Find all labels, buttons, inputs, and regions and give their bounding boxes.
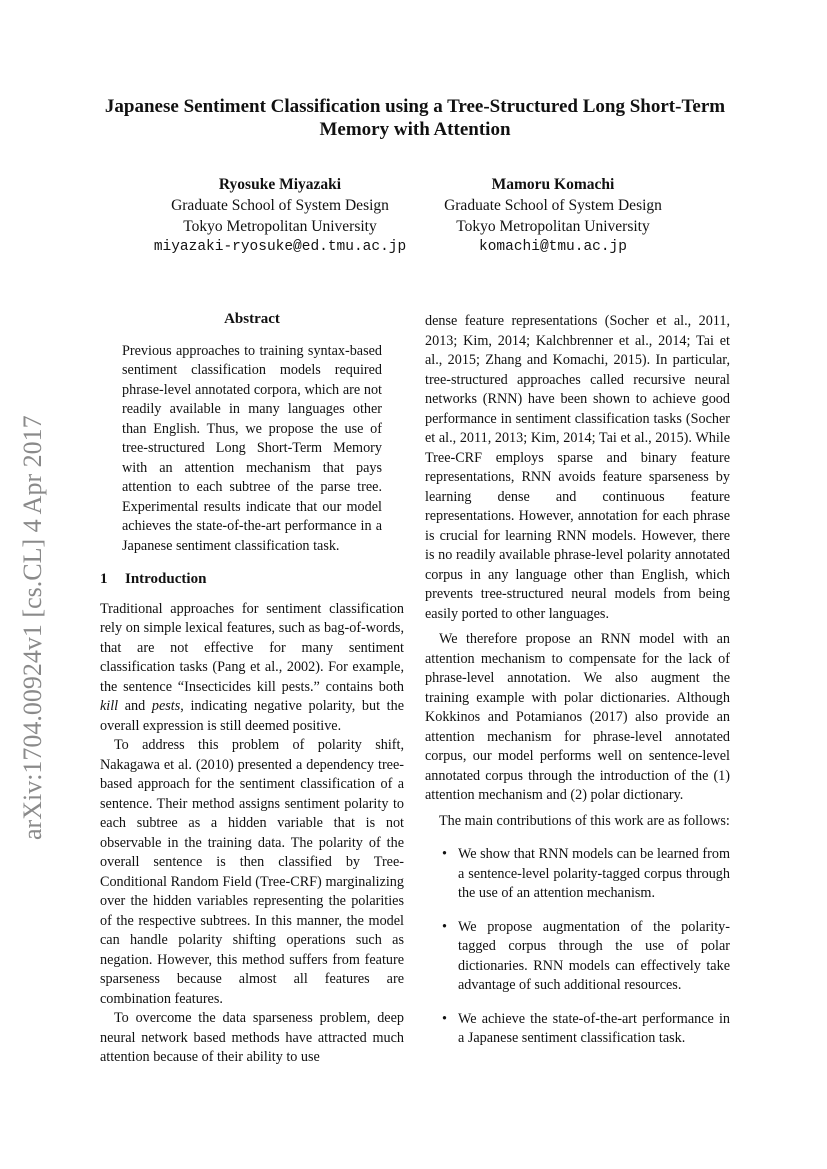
intro-paragraph-4: We therefore propose an RNN model with an attention mechanism to compensate for the lack of phrase-level annotation. We also augment the training example with polar dictionaries. Although Kokkinos and Potamianos (2017) also provide an attention mechanism for phrase-level annotated corpus, our model performs well on sentence-level annotated corpus through the introduction of the (1) attention mechanism and (2) polar dictionary. [425,631,730,803]
section-heading [100,570,404,590]
author-institution: Tokyo Metropolitan University [456,218,650,235]
paper-title: Japanese Sentiment Classification using a Tree-Structured Long Short-Term Memory with Attention [104,96,726,140]
author-institution: Tokyo Metropolitan University [183,218,377,235]
author-affiliation: Graduate School of System Design [444,197,662,214]
abstract-text: Previous approaches to training syntax-based sentiment classification models required phrase-level annotated corpora, which are not readily available in many languages other than English. Thus, we propose the use of tree-structured Long Short-Term Memory with an attention mechanism that pays attention to each subtree of the parse tree. Experimental results indicate that our model achieves the state-of-the-art performance in a Japanese sentiment classification task. [122,342,382,554]
section-title: Introduction [125,571,207,587]
author-email: miyazaki-ryosuke@ed.tmu.ac.jp [153,239,407,255]
bullet-icon: • [442,918,447,935]
author-name: Mamoru Komachi [491,176,615,193]
intro-paragraph-3-continued: dense feature representations (Socher et al., 2011, 2013; Kim, 2014; Kalchbrenner et al., 2014; Tai et al., 2015; Zhang and Komachi, 2015). In particular, tree-structured approaches called recursive neural networks (RNN) have been shown to achieve good performance in sentiment classification tasks (Socher et al., 2011, 2013; Kim, 2014; Tai et al., 2015). While Tree-CRF employs sparse and binary feature representations, RNN avoids feature sparseness by learning dense and continuous feature representations. However, annotation for each phrase is crucial for learning RNN models. However, there is no readily available phrase-level polarity annotated corpus in any language other than English, which prevents tree-structured neural models from being easily ported to other languages. [425,313,730,622]
list-item: • We show that RNN models can be learned from a sentence-level polarity-tagged corpus through the use of an attention mechanism. [442,846,730,901]
section-number: 1 [100,571,108,587]
intro-paragraph-5: The main contributions of this work are as follows: [439,812,730,829]
author-affiliation: Graduate School of System Design [171,197,389,214]
right-column [425,312,730,1049]
emphasis-pests: pests [151,698,181,714]
intro-paragraph-3: To overcome the data sparseness problem, deep neural network based methods have attracted much attention because of their ability to use [100,1010,404,1065]
intro-paragraph-2: To address this problem of polarity shift, Nakagawa et al. (2010) presented a dependency tree-based approach for the sentiment classification of a sentence. Their method assigns sentiment polarity to each subtree as a hidden variable that is not observable in the training data. The polarity of the overall sentence is then classified by Tree-Conditional Random Field (Tree-CRF) marginalizing over the hidden variables representing the polarities of the respective subtrees. In this manner, the model can handle polarity shifting operations such as negation. However, this method suffers from feature sparseness because almost all features are combination features. [100,737,404,1007]
emphasis-kill: kill [100,698,119,714]
arxiv-stamp: arXiv:1704.00924v1 [cs.CL] 4 Apr 2017 [18,415,47,840]
author-name: Ryosuke Miyazaki [218,176,342,193]
bullet-icon: • [442,1010,447,1027]
list-item: • We achieve the state-of-the-art performance in a Japanese sentiment classification task. [442,1010,730,1046]
intro-paragraph-1: Traditional approaches for sentiment classification rely on simple lexical features, such as bag-of-words, that are not effective for many sentiment classification tasks (Pang et al., 2002). For example, the sentence “Insecticides kill pests.” contains both kill and pests, indicating negative polarity, but the overall expression is still deemed positive. [100,600,404,734]
author-block [120,174,440,258]
author-email: komachi@tmu.ac.jp [479,239,627,255]
contributions-list [425,845,730,1049]
abstract-heading: Abstract [224,311,280,327]
bullet-icon: • [442,846,447,862]
left-column [100,310,404,1068]
list-item: • We propose augmentation of the polarity-tagged corpus through the use of polar dictionaries. RNN models can effectively take advantage of such additional resources. [442,918,730,993]
author-block [418,174,688,258]
